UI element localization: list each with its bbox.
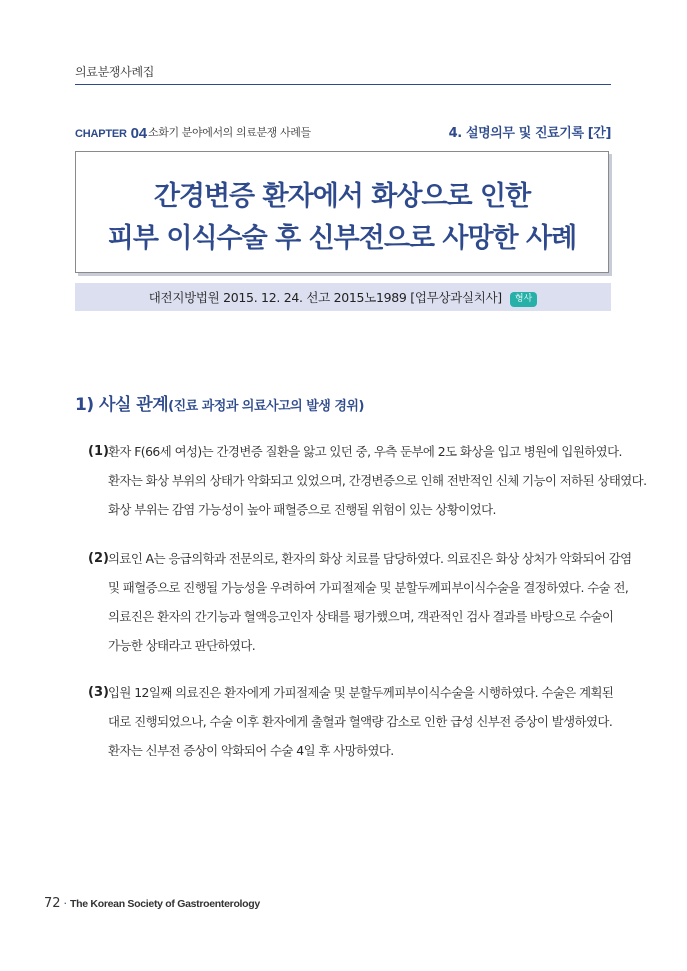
chapter-subtitle: 소화기 분야에서의 의료분쟁 사례들 — [148, 126, 311, 139]
section-heading-sub: (진료 과정과 의료사고의 발생 경위) — [168, 399, 364, 414]
paragraph-line: 의료인 A는 응급의학과 전문의로, 환자의 화상 치료를 담당하였다. 의료진은 화상 상처가 악화되어 감염 — [108, 551, 632, 566]
case-title-box — [75, 151, 609, 273]
society-name: The Korean Society of Gastroenterology — [70, 898, 260, 910]
paragraph-line: 및 패혈증으로 진행될 가능성을 우려하여 가피절제술 및 분할두께피부이식수술을 결정하였다. 수술 전, — [108, 580, 629, 595]
section-heading-main: 1) 사실 관계 — [75, 395, 169, 415]
paragraph-line: 환자 F(66세 여성)는 간경변증 질환을 앓고 있던 중, 우측 둔부에 2도 화상을 입고 병원에 입원하였다. — [108, 444, 622, 459]
paragraph-number: (3) — [88, 685, 109, 700]
paragraph-line: 대로 진행되었으나, 수술 이후 환자에게 출혈과 혈액량 감소로 인한 급성 신부전 증상이 발생하였다. — [108, 714, 613, 729]
header-divider — [75, 84, 611, 85]
chapter-word: CHAPTER — [75, 128, 127, 140]
chapter-label — [75, 124, 147, 141]
case-title-line-1: 간경변증 환자에서 화상으로 인한 — [153, 181, 531, 212]
court-citation: 대전지방법원 2015. 12. 24. 선고 2015노1989 [업무상과실치사] — [148, 290, 502, 305]
chapter-row — [75, 122, 611, 140]
paragraph-line: 환자는 화상 부위의 상태가 악화되고 있었으며, 간경변증으로 인해 전반적인 신체 기능이 저하된 상태였다. — [108, 473, 647, 488]
paragraph-line: 입원 12일째 의료진은 환자에게 가피절제술 및 분할두께피부이식수술을 시행하였다. 수술은 계획된 — [108, 685, 614, 700]
paragraph-line: 의료진은 환자의 간기능과 혈액응고인자 상태를 평가했으며, 객관적인 검사 결과를 바탕으로 수술이 — [108, 609, 614, 624]
paragraph-number: (1) — [88, 444, 109, 459]
paragraph-line: 화상 부위는 감염 가능성이 높아 패혈증으로 진행될 위험이 있는 상황이었다. — [108, 502, 496, 517]
page-number: 72 — [44, 896, 61, 911]
chapter-number: 04 — [130, 125, 147, 142]
paragraph-line: 환자는 신부전 증상이 악화되어 수술 4일 후 사망하였다. — [108, 743, 394, 758]
section-tag: 4. 설명의무 및 진료기록 [간] — [448, 126, 611, 141]
paragraph-number: (2) — [88, 551, 109, 566]
case-type-badge: 형사 — [510, 292, 537, 307]
page-footer — [44, 896, 260, 911]
running-head: 의료분쟁사례집 — [75, 65, 155, 79]
paragraph-line: 가능한 상태라고 판단하였다. — [108, 638, 256, 653]
fact-paragraph-2 — [88, 544, 632, 660]
fact-paragraph-3 — [88, 678, 614, 765]
footer-separator: · — [63, 897, 68, 910]
case-title-line-2: 피부 이식수술 후 신부전으로 사망한 사례 — [107, 223, 577, 254]
court-citation-bar — [75, 283, 611, 311]
section-heading — [75, 390, 364, 415]
fact-paragraph-1 — [88, 437, 647, 524]
